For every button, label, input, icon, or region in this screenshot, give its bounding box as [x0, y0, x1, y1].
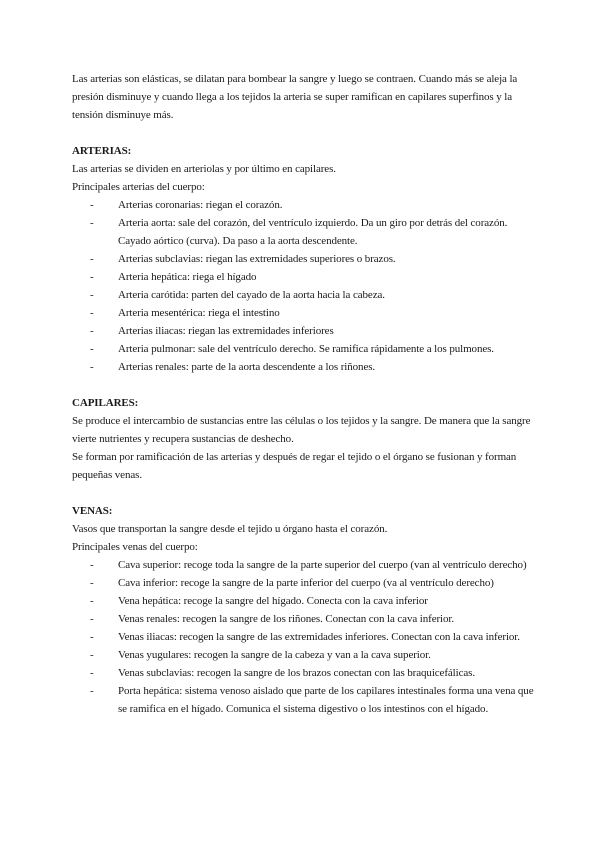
list-item	[72, 628, 534, 646]
venas-line-2: Principales venas del cuerpo:	[72, 541, 198, 553]
list-item-text: Venas yugulares: recogen la sangre de la cabeza y van a la cava superior.	[118, 649, 431, 661]
capilares-paragraph-1: Se produce el intercambio de sustancias entre las células o los tejidos y la sangre. De manera que la sangre vierte nutrientes y recupera sustancias de deshecho.	[72, 415, 531, 445]
list-item	[72, 196, 534, 214]
list-item-text: Arteria pulmonar: sale del ventrículo derecho. Se ramifica rápidamente a los pulmones.	[118, 343, 494, 355]
bullet-dash: -	[90, 631, 94, 643]
spacer	[72, 376, 534, 394]
spacer	[72, 484, 534, 502]
bullet-dash: -	[90, 613, 94, 625]
bullet-dash: -	[90, 217, 94, 229]
list-item	[72, 592, 534, 610]
document-page	[72, 70, 534, 718]
list-item	[72, 340, 534, 358]
capilares-heading: CAPILARES:	[72, 397, 139, 409]
bullet-dash: -	[90, 325, 94, 337]
list-item	[72, 664, 534, 682]
bullet-dash: -	[90, 271, 94, 283]
bullet-dash: -	[90, 343, 94, 355]
list-item	[72, 286, 534, 304]
list-item	[72, 322, 534, 340]
intro-paragraph: Las arterias son elásticas, se dilatan para bombear la sangre y luego se contraen. Cuando más se aleja la presión disminuye y cuando llega a los tejidos la arteria se super ramifican en capilares superfinos y la tensión disminuye más.	[72, 73, 518, 121]
list-item-text: Arterias subclavias: riegan las extremidades superiores o brazos.	[118, 253, 396, 265]
list-item-text: Porta hepática: sistema venoso aislado que parte de los capilares intestinales forma una vena que se ramifica en el hígado. Comunica el sistema digestivo o los intestinos con el hígado.	[118, 685, 534, 715]
venas-list	[72, 556, 534, 718]
bullet-dash: -	[90, 559, 94, 571]
list-item-text: Arteria aorta: sale del corazón, del ventrículo izquierdo. Da un giro por detrás del corazón. Cayado aórtico (curva). Da paso a la aorta descendente.	[118, 217, 508, 247]
bullet-dash: -	[90, 289, 94, 301]
bullet-dash: -	[90, 649, 94, 661]
list-item-text: Cava inferior: recoge la sangre de la parte inferior del cuerpo (va al ventrículo derecho)	[118, 577, 494, 589]
list-item-text: Cava superior: recoge toda la sangre de la parte superior del cuerpo (van al ventrículo derecho)	[118, 559, 527, 571]
arterias-line-1: Las arterias se dividen en arteriolas y por último en capilares.	[72, 163, 336, 175]
bullet-dash: -	[90, 685, 94, 697]
venas-line-1: Vasos que transportan la sangre desde el tejido u órgano hasta el corazón.	[72, 523, 388, 535]
list-item	[72, 610, 534, 628]
list-item	[72, 358, 534, 376]
capilares-paragraph-2: Se forman por ramificación de las arterias y después de regar el tejido o el órgano se fusionan y forman pequeñas venas.	[72, 451, 517, 481]
list-item-text: Arterias renales: parte de la aorta descendente a los riñones.	[118, 361, 376, 373]
arterias-list	[72, 196, 534, 376]
list-item-text: Venas renales: recogen la sangre de los riñones. Conectan con la cava inferior.	[118, 613, 455, 625]
list-item	[72, 250, 534, 268]
bullet-dash: -	[90, 361, 94, 373]
list-item	[72, 304, 534, 322]
bullet-dash: -	[90, 253, 94, 265]
list-item-text: Arteria hepática: riega el hígado	[118, 271, 257, 283]
list-item-text: Vena hepática: recoge la sangre del hígado. Conecta con la cava inferior	[118, 595, 428, 607]
list-item	[72, 574, 534, 592]
arterias-line-2: Principales arterias del cuerpo:	[72, 181, 205, 193]
list-item	[72, 682, 534, 718]
bullet-dash: -	[90, 307, 94, 319]
list-item-text: Arteria mesentérica: riega el intestino	[118, 307, 280, 319]
arterias-heading: ARTERIAS:	[72, 145, 132, 157]
list-item	[72, 214, 534, 250]
bullet-dash: -	[90, 199, 94, 211]
list-item-text: Venas subclavias: recogen la sangre de los brazos conectan con las braquicefálicas.	[118, 667, 475, 679]
venas-heading: VENAS:	[72, 505, 113, 517]
list-item	[72, 646, 534, 664]
bullet-dash: -	[90, 667, 94, 679]
list-item	[72, 556, 534, 574]
bullet-dash: -	[90, 595, 94, 607]
list-item-text: Arteria carótida: parten del cayado de la aorta hacia la cabeza.	[118, 289, 385, 301]
list-item-text: Arterias iliacas: riegan las extremidades inferiores	[118, 325, 334, 337]
spacer	[72, 124, 534, 142]
list-item-text: Venas iliacas: recogen la sangre de las extremidades inferiores. Conectan con la cava inferior.	[118, 631, 520, 643]
bullet-dash: -	[90, 577, 94, 589]
list-item-text: Arterias coronarias: riegan el corazón.	[118, 199, 283, 211]
list-item	[72, 268, 534, 286]
